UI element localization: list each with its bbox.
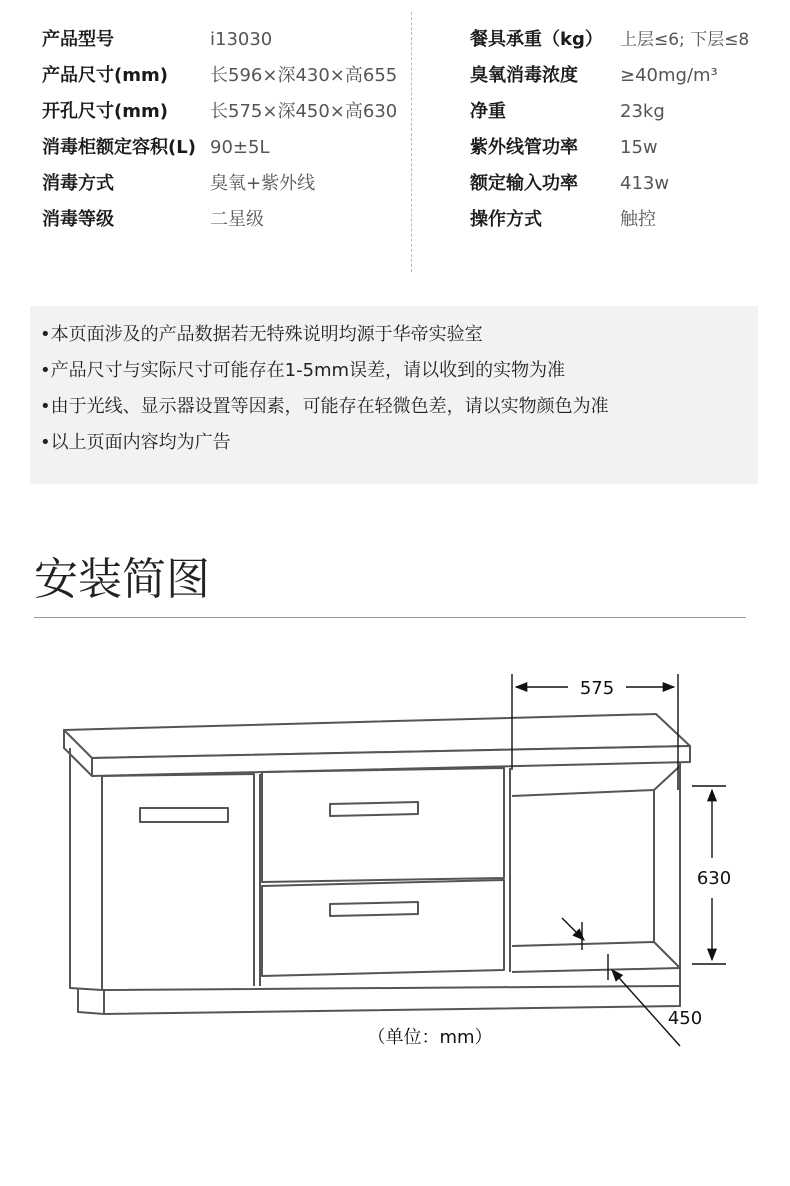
spec-label: 餐具承重（kg） — [470, 29, 603, 50]
spec-value: 上层≤6; 下层≤8 — [620, 30, 750, 50]
depth-dimension-label: 450 — [667, 1008, 703, 1029]
spec-value: ≥40mg/m³ — [620, 65, 718, 86]
spec-value: 臭氧+紫外线 — [210, 173, 316, 194]
section-title: 安装简图 — [34, 554, 210, 605]
spec-label: 产品尺寸(mm) — [42, 65, 168, 86]
spec-value: 15w — [620, 137, 658, 158]
spec-value: 触控 — [620, 209, 656, 230]
upper-drawer — [262, 768, 504, 882]
spec-label: 消毒方式 — [42, 173, 114, 194]
spec-value: 二星级 — [210, 209, 264, 230]
note-line: •产品尺寸与实际尺寸可能存在1-5mm误差，请以收到的实物为准 — [40, 360, 566, 381]
spec-value: 90±5L — [210, 137, 270, 158]
spec-label: 额定输入功率 — [470, 173, 578, 194]
note-line: •本页面涉及的产品数据若无特殊说明均源于华帝实验室 — [40, 324, 483, 345]
spec-value: 23kg — [620, 101, 665, 122]
unit-note: （单位：mm） — [367, 1027, 493, 1048]
spec-label: 臭氧消毒浓度 — [470, 65, 578, 86]
spec-value: 长596×深430×高655 — [210, 65, 398, 86]
spec-label: 净重 — [470, 101, 506, 122]
spec-label: 操作方式 — [470, 209, 542, 230]
spec-label: 产品型号 — [42, 29, 114, 50]
left-door-handle — [140, 808, 228, 822]
left-door — [102, 774, 254, 986]
cabinet-body — [70, 748, 102, 990]
note-line: •由于光线、显示器设置等因素，可能存在轻微色差，请以实物颜色为准 — [40, 396, 609, 417]
width-dimension-label: 575 — [579, 678, 615, 699]
spec-label: 消毒柜额定容积(L) — [42, 137, 196, 158]
spec-value: 413w — [620, 173, 670, 194]
spec-value: i13030 — [210, 29, 273, 50]
note-line: •以上页面内容均为广告 — [40, 432, 231, 453]
spec-label: 消毒等级 — [42, 209, 114, 230]
lower-drawer — [262, 880, 504, 976]
installation-diagram — [0, 640, 790, 1070]
disclaimer-box — [30, 306, 758, 484]
title-divider — [34, 617, 746, 618]
spec-label: 紫外线管功率 — [470, 137, 578, 158]
spec-value: 长575×深450×高630 — [210, 101, 398, 122]
spec-label: 开孔尺寸(mm) — [42, 101, 168, 122]
column-divider — [411, 12, 412, 272]
height-dimension-label: 630 — [696, 868, 732, 889]
